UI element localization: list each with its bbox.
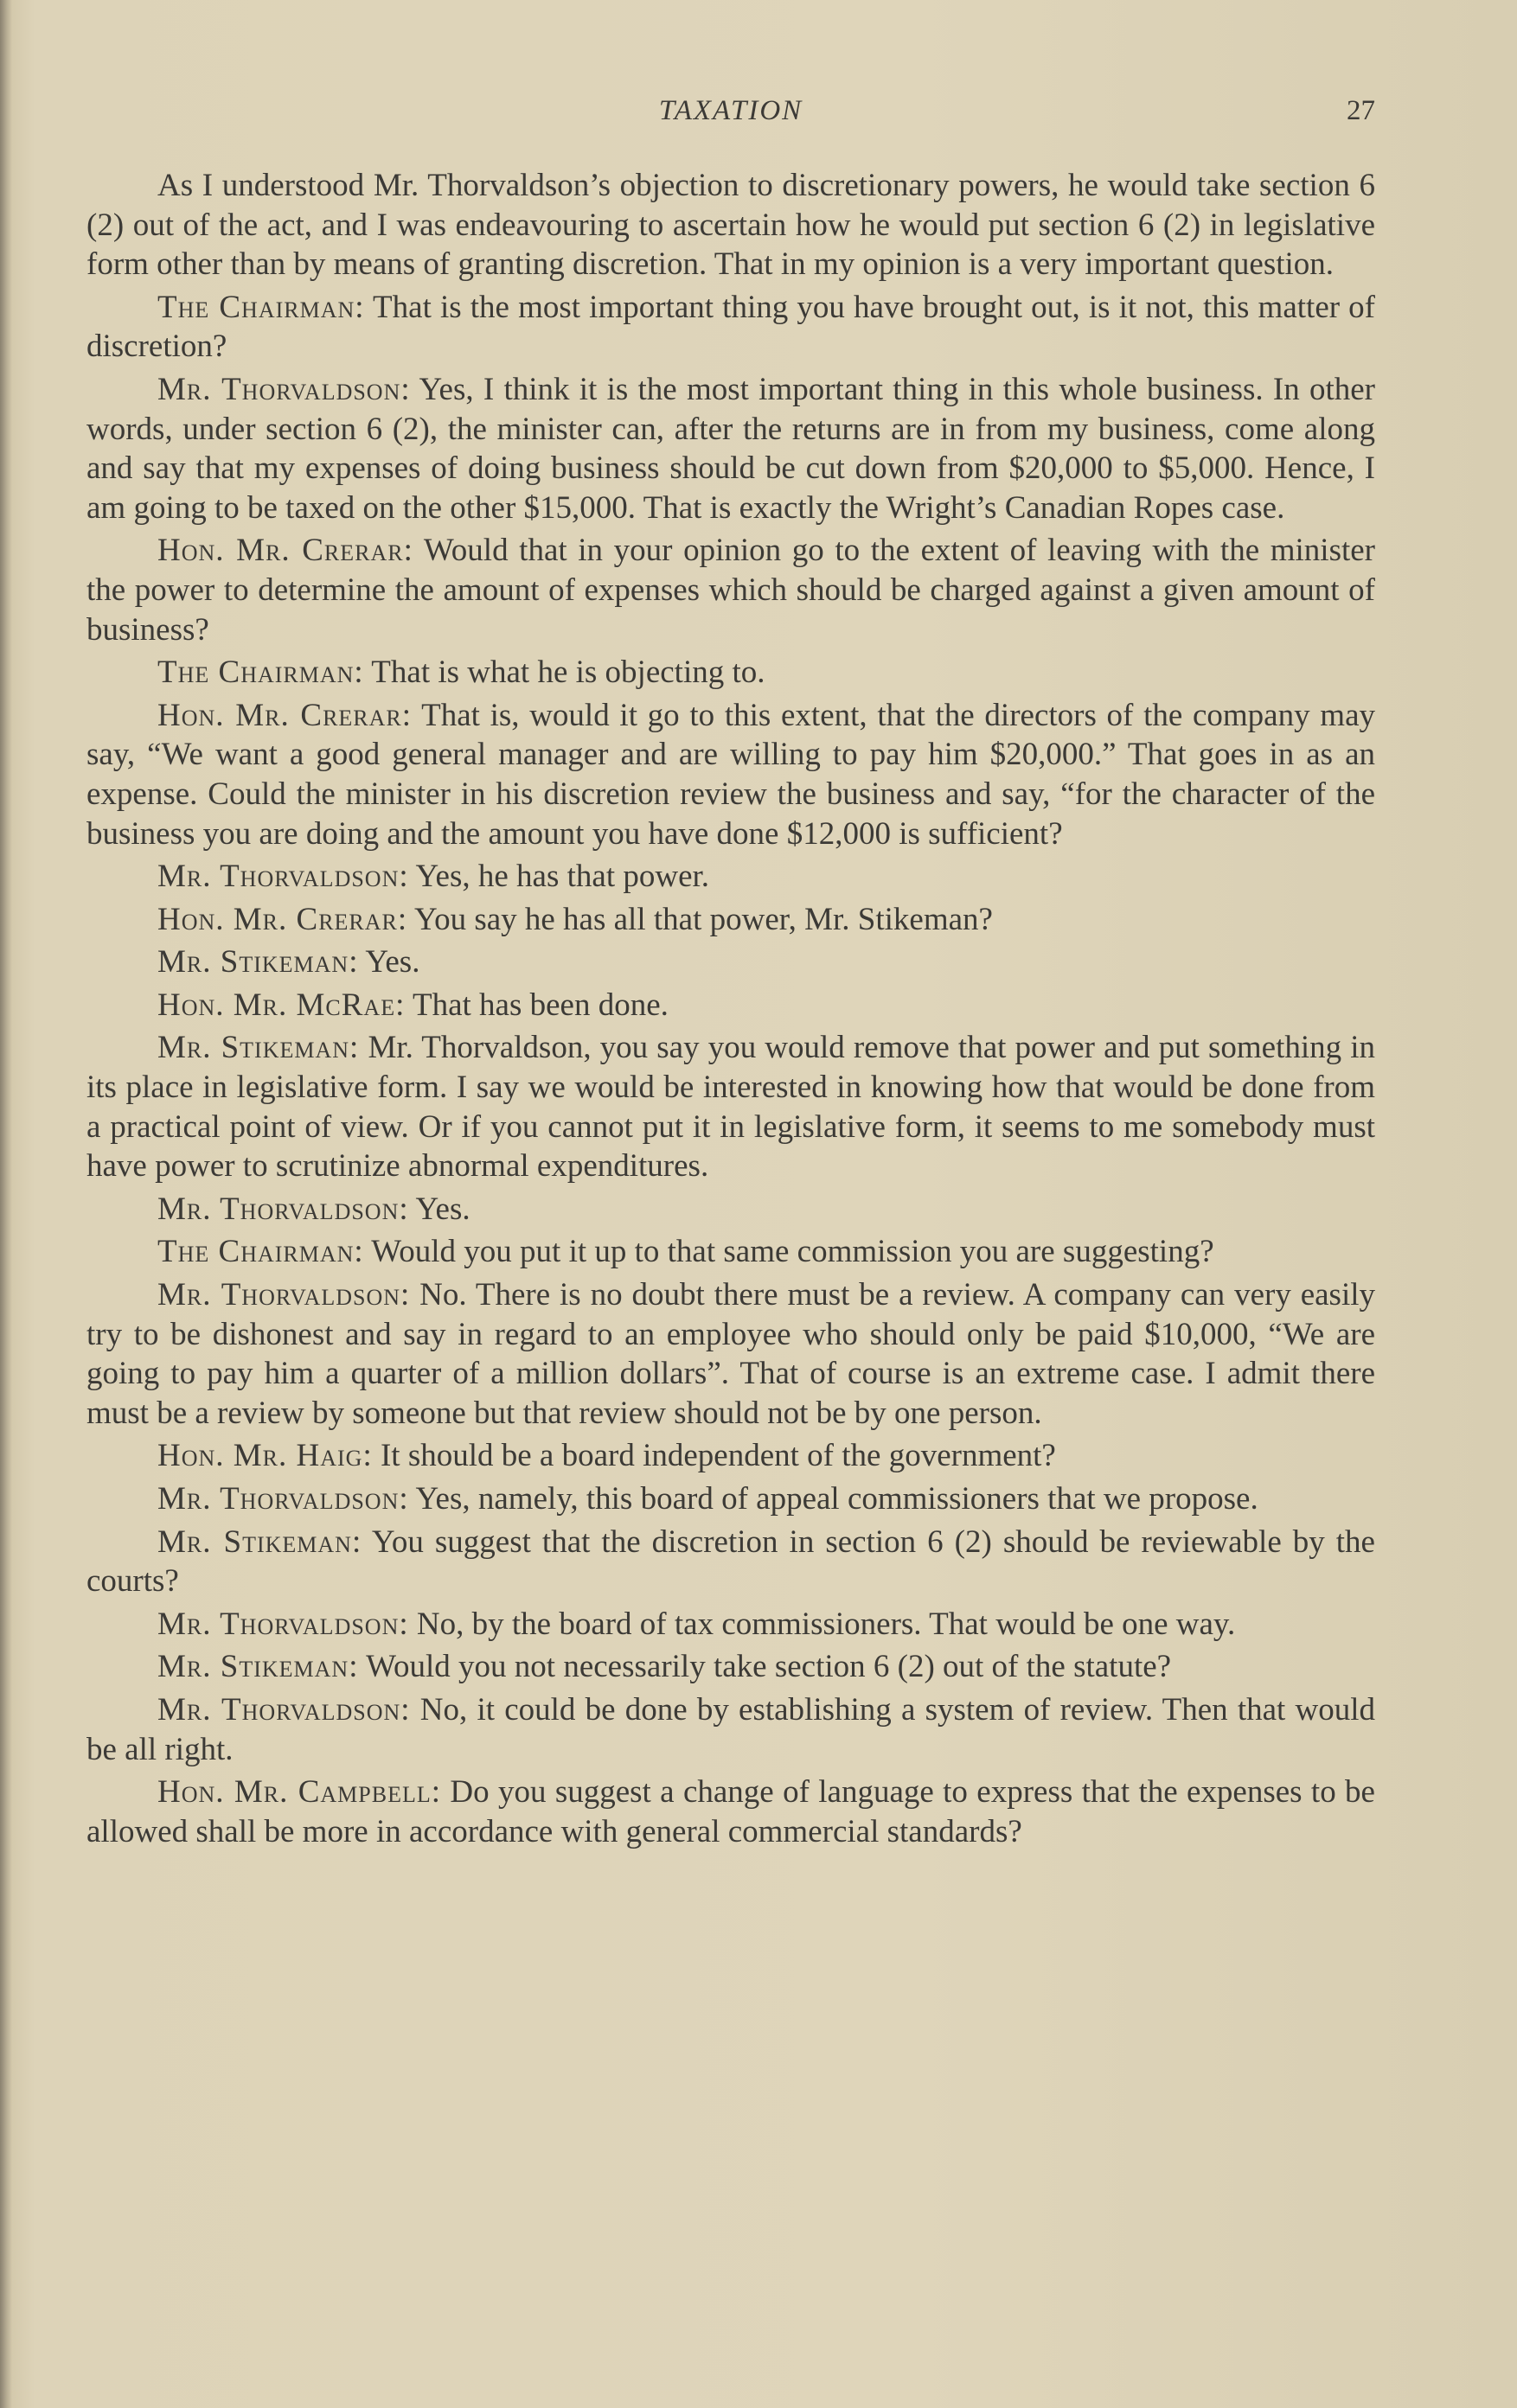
paragraph-text: That is the most important thing you have brought out, is it not, this matter of discretion? — [86, 289, 1376, 365]
running-header — [86, 95, 1375, 138]
speaker-label: Mr. Thorvaldson: — [157, 1606, 409, 1642]
paragraph-text: No, by the board of tax commissioners. That would be one way. — [416, 1606, 1236, 1642]
paragraph — [86, 942, 1375, 982]
speaker-label: Mr. Thorvaldson: — [157, 1191, 409, 1227]
paragraph-text: Yes, I think it is the most important thing in this whole business. In other words, under section 6 (2), the minister can, after the returns are in from my business, come along and say that my expenses of doing business should be cut down from $20,000 to $5,000. Hence, I am going to be taxed on the other $15,000. That is exactly the Wright’s Canadian Ropes case. — [86, 371, 1375, 526]
speaker-label: Hon. Mr. Haig: — [157, 1438, 373, 1474]
paragraph — [86, 1772, 1375, 1851]
speaker-label: Hon. Mr. Campbell: — [157, 1774, 442, 1811]
paragraph — [86, 653, 1375, 693]
paragraph — [86, 1232, 1375, 1272]
paragraph-text: Mr. Thorvaldson, you say you would remove that power and put something in its place in legislative form. I say we would be interested in knowing how that would be done from a practical point of view. Or if you cannot put it in legislative form, it seems to me somebody must have power to scrutinize abnormal expenditures. — [86, 1030, 1376, 1185]
paragraph-text: Yes, namely, this board of appeal commissioners that we propose. — [415, 1481, 1258, 1517]
speaker-label: Hon. Mr. Crerar: — [157, 901, 408, 937]
speaker-label: Mr. Stikeman: — [157, 1523, 362, 1560]
paragraph-text: Would you not necessarily take section 6 (2) out of the statute? — [366, 1649, 1172, 1685]
paragraph-text: You say he has all that power, Mr. Stikeman? — [414, 901, 993, 937]
speaker-label: The Chairman: — [157, 1234, 364, 1270]
paragraph-text: No. There is no doubt there must be a review. A company can very easily try to be dishonest and say in regard to an employee who should only be paid $10,000, “We are going to pay him a quarter of a million dollars”. That of course is an extreme case. I admit there must be a review by someone but that review should not be by one person. — [86, 1277, 1376, 1431]
paragraph — [86, 370, 1375, 527]
paragraph — [86, 1605, 1375, 1645]
paragraph — [86, 857, 1375, 897]
paragraph — [86, 986, 1375, 1025]
paragraph-text: It should be a board independent of the government? — [380, 1438, 1056, 1474]
paragraph-text: Would you put it up to that same commission you are suggesting? — [371, 1234, 1214, 1270]
running-title: TAXATION — [658, 95, 803, 126]
paragraph-text: No, it could be done by establishing a system of review. Then that would be all right. — [86, 1691, 1376, 1767]
paragraph — [86, 288, 1375, 367]
page-spine-edge — [0, 0, 12, 2408]
paragraph-text: Yes. — [415, 1191, 470, 1227]
paragraph-text: Would that in your opinion go to the extent of leaving with the minister the power to determine the amount of expenses which should be charged against a given amount of business? — [86, 533, 1375, 648]
speaker-label: Mr. Stikeman: — [157, 944, 359, 980]
paragraph-text: That has been done. — [412, 987, 669, 1023]
paragraph — [86, 1436, 1375, 1476]
paragraph-text: You suggest that the discretion in section 6 (2) should be reviewable by the courts? — [86, 1523, 1375, 1600]
speaker-label: Mr. Stikeman: — [157, 1649, 359, 1685]
paragraph — [86, 1275, 1375, 1433]
speaker-label: Hon. Mr. McRae: — [157, 987, 406, 1023]
body-text — [86, 166, 1375, 1855]
paragraph — [86, 1190, 1375, 1230]
paragraph — [86, 1028, 1375, 1185]
paragraph — [86, 1523, 1375, 1601]
speaker-label: Mr. Thorvaldson: — [157, 1481, 409, 1517]
page-number: 27 — [1347, 95, 1375, 126]
paragraph — [86, 1647, 1375, 1687]
paragraph — [86, 166, 1375, 284]
paragraph-text: That is what he is objecting to. — [371, 655, 765, 691]
paragraph-text: As I understood Mr. Thorvaldson’s objection to discretionary powers, he would take section 6 (2) out of the act, and I was endeavouring to ascertain how he would put section 6 (2) in legislative form other than by means of granting discretion. That in my opinion is a very important question. — [86, 168, 1375, 283]
paragraph-text: Yes. — [365, 944, 420, 980]
speaker-label: Hon. Mr. Crerar: — [157, 533, 413, 569]
paragraph-text: Yes, he has that power. — [415, 859, 710, 895]
speaker-label: Hon. Mr. Crerar: — [157, 697, 413, 733]
paragraph — [86, 531, 1375, 649]
paragraph-text: Do you suggest a change of language to express that the expenses to be allowed shall be more in accordance with general commercial standards? — [86, 1774, 1375, 1849]
paragraph — [86, 1479, 1375, 1519]
speaker-label: Mr. Thorvaldson: — [157, 371, 411, 407]
paragraph — [86, 900, 1375, 940]
paragraph — [86, 696, 1375, 853]
speaker-label: Mr. Thorvaldson: — [157, 1691, 411, 1728]
paragraph — [86, 1690, 1375, 1769]
speaker-label: The Chairman: — [157, 289, 365, 325]
speaker-label: Mr. Thorvaldson: — [157, 1277, 411, 1313]
paragraph-text: That is, would it go to this extent, that the directors of the company may say, “We want a good general manager and are willing to pay him $20,000.” That goes in as an expense. Could the minister in his discretion review the business and say, “for the character of the business you are doing and the amount you have done $12,000 is sufficient? — [86, 697, 1375, 852]
speaker-label: The Chairman: — [157, 655, 364, 691]
speaker-label: Mr. Thorvaldson: — [157, 859, 409, 895]
speaker-label: Mr. Stikeman: — [157, 1030, 360, 1066]
